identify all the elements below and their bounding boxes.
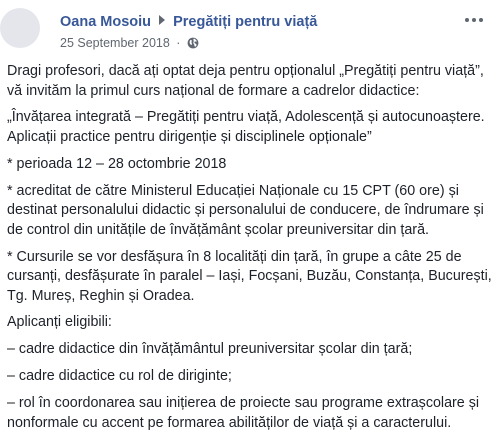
post-timestamp-link[interactable]: 25 September 2018 bbox=[60, 36, 170, 50]
post-header bbox=[60, 12, 454, 56]
post-paragraph-course-title: „Învățarea integrată – Pregătiți pentru viață, Adolescență și autocunoaștere. Aplicații practice pentru dirigenție și disciplinele opționale” bbox=[7, 109, 485, 145]
meta-separator: · bbox=[176, 36, 181, 50]
caret-right-icon bbox=[158, 13, 166, 33]
more-options-icon[interactable] bbox=[462, 12, 486, 28]
post-meta bbox=[60, 34, 454, 54]
avatar-container[interactable] bbox=[0, 8, 44, 52]
post-paragraph-eligible-2: – cadre didactice cu rol de diriginte; bbox=[7, 368, 232, 385]
group-name-link[interactable]: Pregătiți pentru viață bbox=[173, 14, 318, 30]
post-paragraph-intro: Dragi profesori, dacă ați optat deja pentru opționalul „Pregătiți pentru viață”, vă invităm la primul curs național de formare a cadrelor didactice: bbox=[7, 63, 484, 99]
post-paragraph-eligible-1: – cadre didactice din învățământul preuniversitar școlar din țară; bbox=[7, 341, 413, 358]
post-paragraph-accreditation: * acreditat de către Ministerul Educației Naționale cu 15 CPT (60 ore) și destinat personalului didactic și personalului de conducere, de îndrumare și de control din unitățile de învățământ școlar preuniversitar din țară. bbox=[7, 182, 484, 238]
globe-icon[interactable] bbox=[187, 36, 199, 54]
post-paragraph-locations: * Cursurile se vor desfășura în 8 localități din țară, în grupe a câte 25 de cursanți, desfășurate în paralel – Iași, Focșani, Buzău, Constanța, București, Tg. Mureș, Reghin și Oradea. bbox=[7, 248, 492, 304]
author-name-link[interactable]: Oana Mosoiu bbox=[60, 14, 152, 30]
post-paragraph-period: * perioada 12 – 28 octombrie 2018 bbox=[7, 155, 227, 172]
post-title-line bbox=[60, 12, 454, 33]
avatar[interactable] bbox=[0, 8, 40, 48]
post-body bbox=[7, 62, 494, 435]
post-paragraph-eligible-3: – rol în coordonarea sau inițierea de proiecte sau programe extrașcolare și nonformale cu accent pe formarea abilităților de viață și a caracterului. bbox=[7, 395, 480, 431]
post-paragraph-eligible-heading: Aplicanți eligibili: bbox=[7, 314, 112, 331]
